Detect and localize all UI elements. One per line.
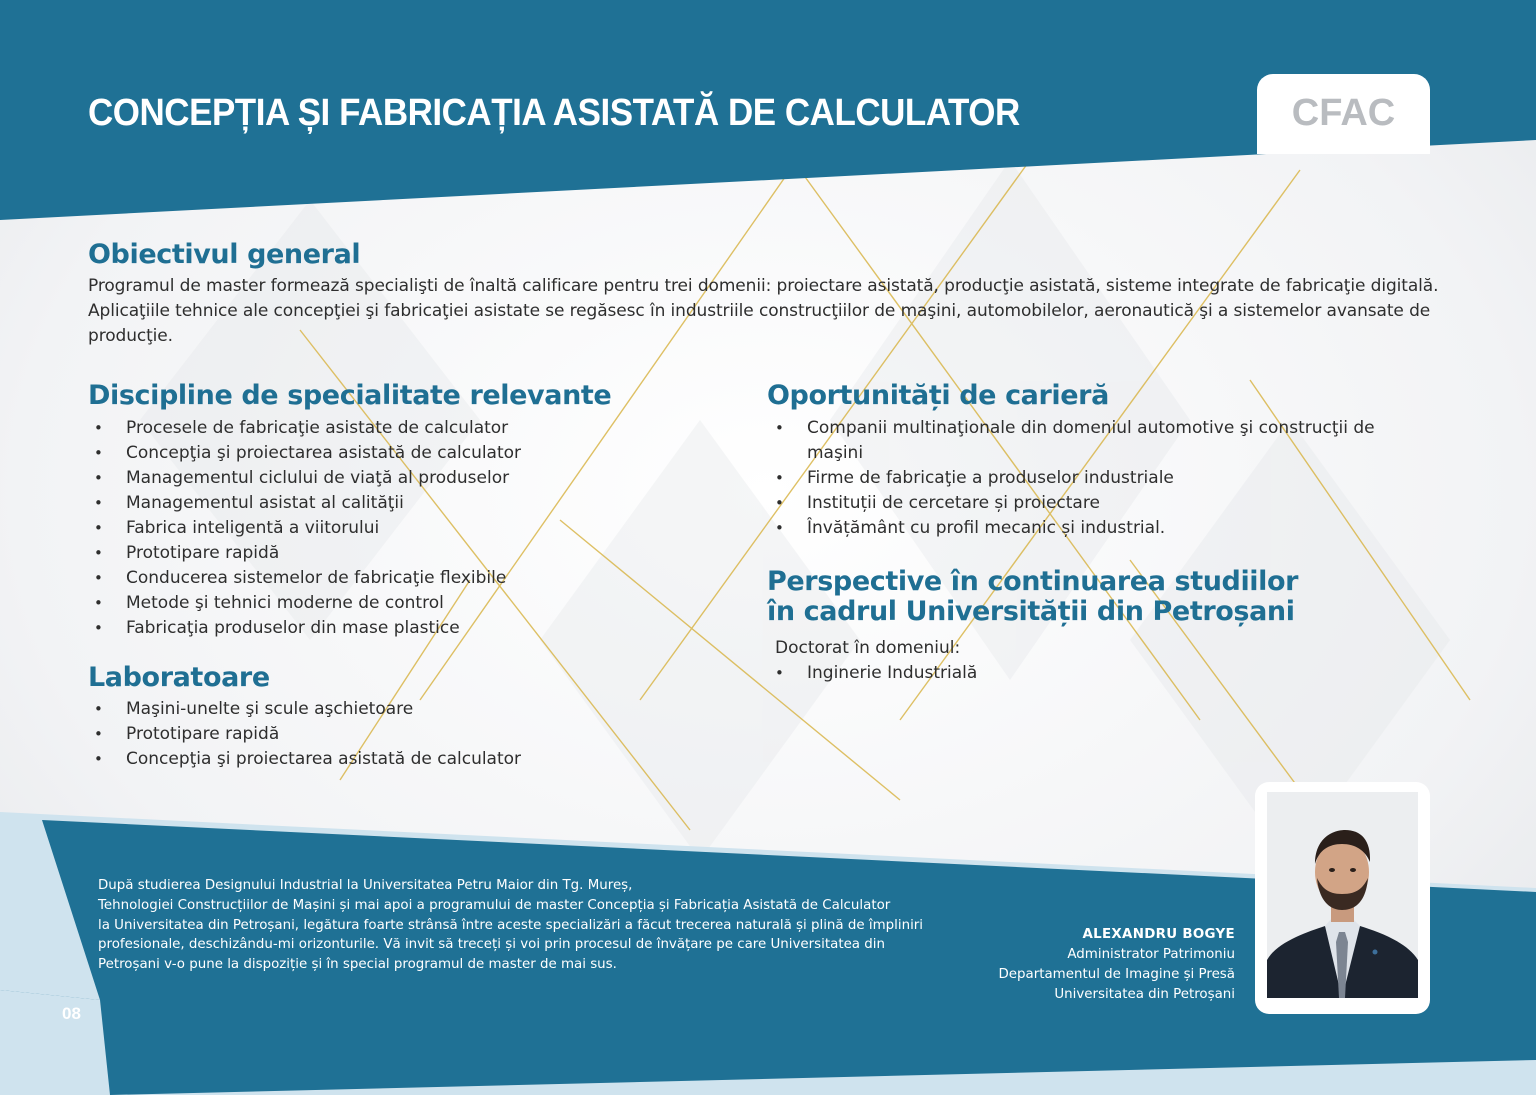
list-item: • Prototipare rapidă <box>88 541 708 566</box>
quote-line: Tehnologiei Construcțiilor de Mașini și mai apoi a programului de master Concepția și Fabricația Asistată de Calculator <box>98 897 891 913</box>
list-item: • Conducerea sistemelor de fabricaţie flexibile <box>88 566 708 591</box>
quote-line: profesionale, deschizându-mi orizonturile. Vă invit să treceți și voi prin procesul de învățare pe care Universitatea din <box>98 937 885 953</box>
perspectives-heading-line2: în cadrul Universității din Petroșani <box>767 596 1295 627</box>
author-role: Administrator Patrimoniu <box>1067 947 1235 962</box>
list-item: • Inginerie Industrială <box>769 661 1269 686</box>
author-name: ALEXANDRU BOGYE <box>1082 927 1235 942</box>
disciplines-heading: Discipline de specialitate relevante <box>88 380 612 411</box>
portrait-illustration <box>1267 792 1418 998</box>
objectives-heading: Obiectivul general <box>88 239 361 270</box>
list-item: • Prototipare rapidă <box>88 722 708 747</box>
perspectives-list <box>769 661 1269 686</box>
list-item: • Fabricaţia produselor din mase plastice <box>88 616 708 641</box>
author-photo-frame <box>1255 782 1430 1014</box>
testimonial-quote <box>98 876 938 975</box>
quote-line: la Universitatea din Petroșani, legătura foarte strânsă între aceste specializări a făcut trecerea naturală și plină de împliniri <box>98 917 924 933</box>
quote-line: Petroșani v-o pune la dispoziție și în special programul de master de mai sus. <box>98 957 617 973</box>
page-title: CONCEPȚIA ȘI FABRICAȚIA ASISTATĂ DE CALCULATOR <box>88 92 1020 134</box>
author-institution: Universitatea din Petroșani <box>1054 987 1235 1002</box>
careers-list <box>769 416 1389 541</box>
list-item: • Firme de fabricaţie a produselor industriale <box>769 466 1389 491</box>
list-item: • Învățământ cu profil mecanic și industrial. <box>769 516 1389 541</box>
list-item: • Managementul ciclului de viaţă al produselor <box>88 466 708 491</box>
list-item: • Metode şi tehnici moderne de control <box>88 591 708 616</box>
labs-heading: Laboratoare <box>88 662 270 693</box>
disciplines-list <box>88 416 708 641</box>
author-department: Departamentul de Imagine și Presă <box>998 967 1235 982</box>
list-item: • Managementul asistat al calităţii <box>88 491 708 516</box>
testimonial-signature <box>998 925 1235 1005</box>
labs-list <box>88 697 708 772</box>
perspectives-heading-line1: Perspective în continuarea studiilor <box>767 566 1299 597</box>
list-item: • Companii multinaţionale din domeniul automotive şi construcţii de maşini <box>769 416 1389 466</box>
careers-heading: Oportunități de carieră <box>767 380 1109 411</box>
list-item: • Procesele de fabricaţie asistate de calculator <box>88 416 708 441</box>
list-item: • Concepţia şi proiectarea asistată de calculator <box>88 441 708 466</box>
list-item: • Maşini-unelte şi scule aşchietoare <box>88 697 708 722</box>
perspectives-intro: Doctorat în domeniul: <box>775 638 961 658</box>
quote-line: După studierea Designului Industrial la Universitatea Petru Maior din Tg. Mureș, <box>98 878 633 893</box>
list-item: • Instituții de cercetare și proiectare <box>769 491 1389 516</box>
list-item: • Concepţia şi proiectarea asistată de calculator <box>88 747 708 772</box>
page-number: 08 <box>62 1004 81 1023</box>
objectives-text: Programul de master formează specialişti de înaltă calificare pentru trei domenii: proiectare asistată, producţie asistată, sisteme integrate de fabricaţie digitală. Aplicaţiile tehnice ale concepţiei şi fabricaţiei asistate se regăsesc în industriile construcţiilor de maşini, automobilelor, aeronautică şi a sistemelor avansate de producţie. <box>88 276 1439 346</box>
program-badge-label: CFAC <box>1291 92 1396 134</box>
list-item: • Fabrica inteligentă a viitorului <box>88 516 708 541</box>
program-badge <box>1257 74 1430 154</box>
author-photo <box>1267 792 1418 998</box>
